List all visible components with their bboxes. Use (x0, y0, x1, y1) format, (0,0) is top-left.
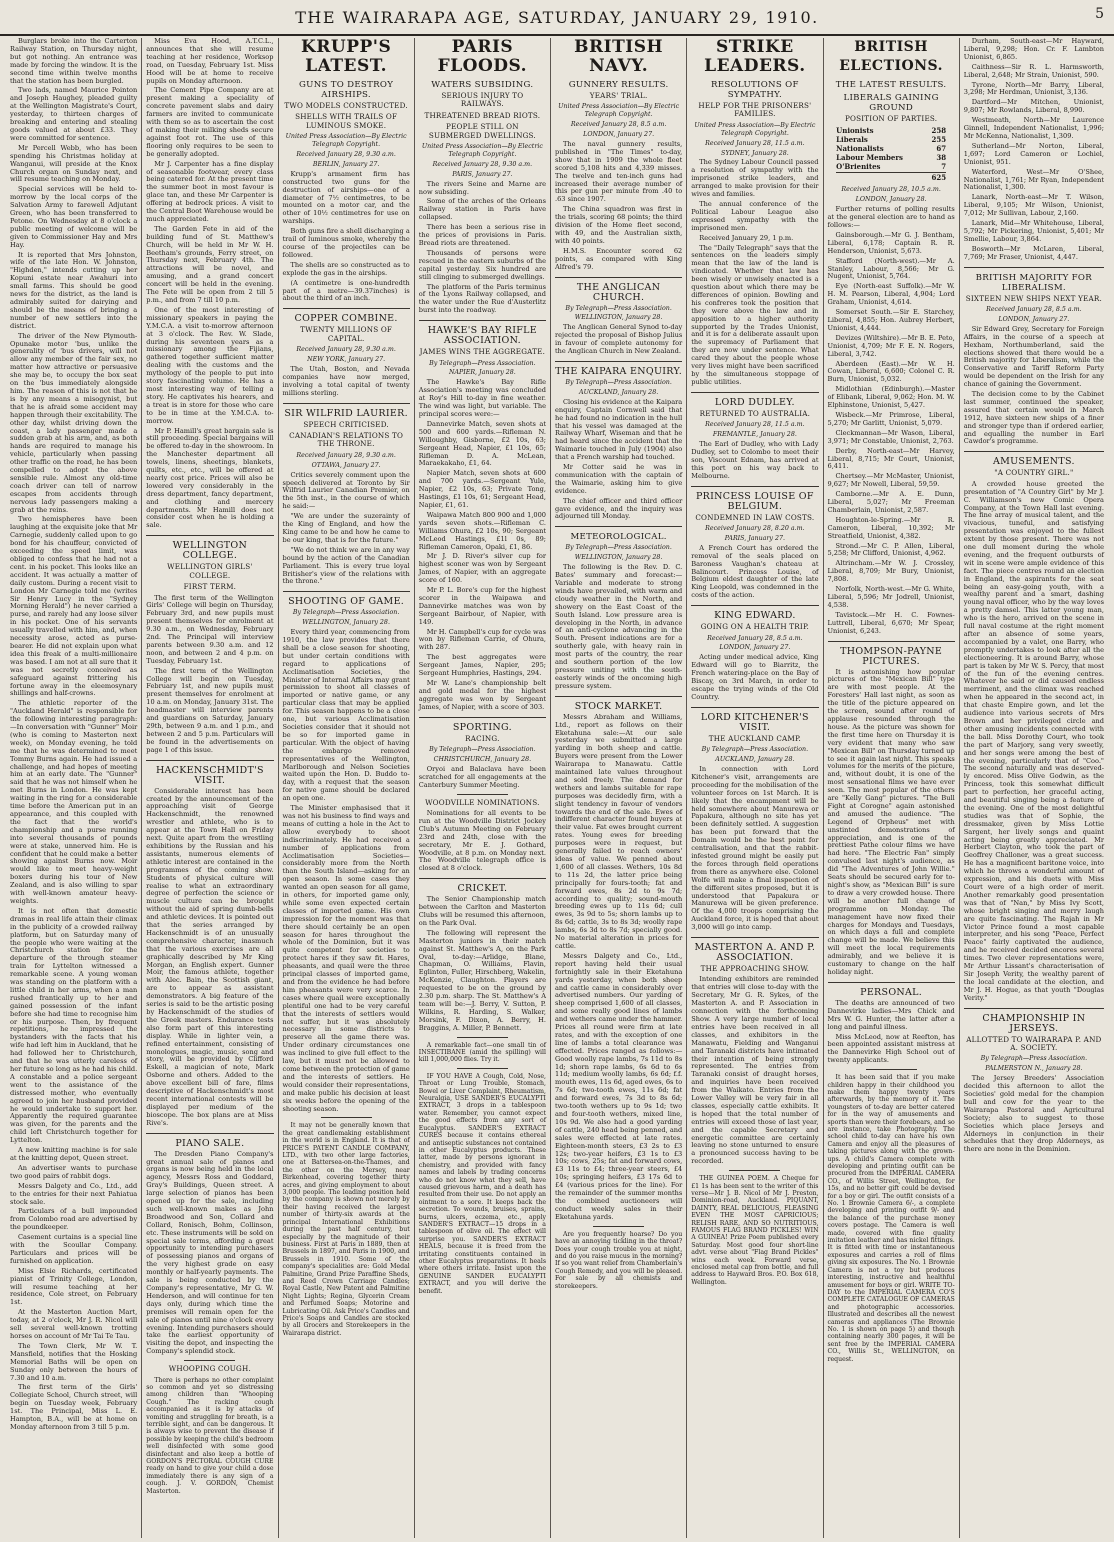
anglican-credit: By Telegraph—Press Association. (565, 304, 672, 312)
column-5 (551, 38, 687, 1538)
college-paragraph: The first term of the Wellington College will begin on Tuesday, February 1st, and new pupils must present themselves for enrolment at 10 a.m. on Monday, January 31st. The headmaster will interview parents and guardians on Saturday, January 29th, between 9 a.m. and 1 p.m., and between 2 and 5 p.m. Particulars will be found in the advertisements on page 1 of this issue. (146, 666, 274, 754)
separator (184, 1360, 235, 1361)
page-number: 5 (1095, 6, 1104, 22)
dudley-heading: LORD DUDLEY. (714, 396, 795, 408)
divider (691, 937, 818, 938)
louise-sub: CONDEMNED IN LAW COSTS. (695, 512, 815, 522)
college-heading: WELLINGTON COLLEGE. (172, 540, 248, 562)
edward-received: Received January 28, 8.5 a.m. (707, 634, 803, 642)
thompson-text: It is astonishing how popular pictures of the "Mexican Bill" type are with most people. At the Foresters' Hall last night, as soon as the title of the picture appeared on the screen, sound after round of applause resounded through the house. As the picture was shown for the first time here on Thursday it is very evident that many who saw "Mexican Bill" on Thursday turned up to see it again last night. This speaks volumes for the merits of the picture, and, without doubt, it is one of the most sensational films we have ever seen. The most popular of the others are "Kelly Gang" pictures. "The Bull Fight at Corogne" again astonished and amused the audience. "The Legend of Orpheus" met with unstinted demonstrations of appreciation, and is one of the prettiest Pathe colour films we have had here. "The Electric Fan" simply convulsed last night's audience, as did "The Adventures of John Willie." Seats should be secured early for to-night's show, as "Mexican Bill" is sure to draw a very crowded house. There will be another full change of programme on Monday. The management have now fixed their charges for Mondays and Tuesdays, on which days a full and complete change will be made. We believe this will meet the local requirements admirably, and we believe it is customary to change on the half holiday night. (827, 667, 955, 976)
election-result: Somerset South.—Sir E. Starchey, Liberal, 4,855; Hon. Aubrey Herbert, Unionist, 4,444. (827, 308, 955, 332)
laurier-heading: SIR WILFRID LAURIER. (284, 407, 408, 419)
edward-heading: KING EDWARD. (714, 610, 796, 622)
paris-sub1: WATERS SUBSIDING. (431, 80, 534, 90)
shooting-credit: By Telegraph—Press Association. (292, 609, 400, 617)
masthead (0, 0, 1114, 36)
laurier-sub2: CANADIAN'S RELATIONS TO THE THRONE. (289, 431, 404, 449)
party-name: Nationalists (836, 144, 884, 154)
party-total: 625 (931, 173, 947, 183)
navy-credit: United Press Association—By Electric Telegraph Copyright. (558, 103, 680, 119)
paris-dateline: PARIS, January 27. (452, 170, 513, 178)
election-result: Further returns of polling results at the general election are to hand as follows:— (827, 205, 955, 230)
championship-dateline: PALMERSTON N., January 28. (985, 1065, 1083, 1073)
divider (555, 361, 682, 362)
separator (729, 1170, 780, 1171)
shooting-heading: SHOOTING OF GAME. (288, 596, 405, 608)
laurier-paragraph: "We do not think we are in any way bound by the action of the Canadian Parliament. This is every true loyal Britisher's view of the relations with the throne." (282, 545, 410, 586)
columns (6, 38, 1108, 1538)
sporting-credit: By Telegraph—Press Association. (429, 746, 536, 754)
divider (828, 641, 955, 642)
thompson-heading: THOMPSON-PAYNE PICTURES. (840, 645, 943, 667)
laurier-paragraph: "We are under the suzerainty of the King of England, and how the King came to be and how he came to be our king, that is for the future." (282, 512, 410, 544)
news-paragraph: The Cement Pipe Company are at present making a speciality of concrete pavement slabs and dairy farmers are invited to communicate with them so as to ascertain the cost of making their milking sheds secure against foot rot. The use of this flooring only requires to be seen to be generally adopted. (146, 86, 274, 158)
krupp-paragraph: Krupp's armament firm has constructed two guns for the destruction of airships—one of a diameter of 7½ centimetres, to be mounted on a motor car, and the other of 10½ centimetres for use on warships. (282, 169, 410, 226)
cricket-paragraph: The Senior Championship match between the Carlton and Masterton Clubs will be resumed this afternoon, on the Park Oval. (418, 895, 546, 927)
navy-dateline: LONDON, January 27. (583, 131, 655, 139)
louise-dateline: PARIS, January 27. (724, 534, 785, 542)
news-paragraph: It is not often that domestic dramas in real life attain their climax in the publicity of a crowded railway platform, but on Saturday many of the people who were waiting at the Christchurch station for the departure of the through steamer train for Lyttelton witnessed a remarkable scene. A young woman was standing on the platform with a little child in her arms, when a man rushed frantically up to her and gained possession of the infant before she had time to recognise him or his purpose. Then, by frequent repetitions, he impressed the bystanders with the facts that his wife had left him in Auckland, that he had followed her to Christchurch, and that he was utterly careless of her future so long as he had his child. A constable and a police sergeant went to the assistance of the distressed mother, who eventually agreed to join her husband provided he would undertake to support her. Apparently the required guarantee was given, for the parents and the child left Christchurch together for Lyttelton. (10, 906, 138, 1145)
divider (283, 308, 410, 309)
separator (593, 1226, 644, 1227)
kaipara-paragraph: Closing his evidence at the Kaipara enquiry, Captain Cornwell said that he had found no indication in the hull that his vessel was damaged at the Railway Wharf, Wiseman and that he had heard since the accident that the Waimarie touched in July (1904) also that a French warship had touched. (555, 397, 683, 462)
majority-dateline: LONDON, January 27. (998, 315, 1070, 323)
copper-text: The Utah, Boston, and Nevada companies have now merged, involving a total capital of twenty millions sterling. (282, 364, 410, 397)
paris-paragraph: The platform of the Paris terminus of the Lyons Railway collapsed, and the water under the Rue d'Austerlitz burst into the roadway. (418, 282, 546, 315)
election-result: Norfolk, North-west.—Mr G. White, Liberal, 5,596; Mr Jodrell, Unionist, 4,538. (827, 585, 955, 609)
column-7 (824, 38, 960, 1538)
news-paragraph: The driver of the New Plymouth-Opunake motor 'bus, unlike the generality of 'bus drivers, will not allow any member of the fair sex, no matter how attractive or persuasive she may be, to occupy the box seat on the 'bus immediately alongside him. The reason of this is not that he is by any means a misogynist, but that he is afraid some accident may happen through their excitability. The other day, whilst driving down the coast, a lady passenger made a sudden grab at his arm, and, as both hands are required to manage his vehicle, particularly when passing other traffic on the road, he has been compelled to adopt the above sensible rule. Almost any old-time coach driver can tell of narrow escapes from accidents through nervous lady passengers making a grab at the reins. (10, 331, 138, 514)
laurier-paragraph: Critics severely comment upon the speech delivered at Toronto by Sir Wilfrid Laurier Canadian Premier, on the 5th inst., in the course of which he said:— (282, 470, 410, 511)
election-result: Tyrone, North—Mr Barry, Liberal, 3,298; Mr Herdman, Unionist, 3,136. (963, 80, 1104, 97)
cough-ad: Are you frequently hoarse? Do you have an annoying tickling in the throat? Does your cough trouble you at night, and do you raise mucus in the morning? If so you want relief from Chamberlain's Cough Remedy, and you will be pleased. For sale by all chemists and storekeepers. (555, 1230, 683, 1290)
strike-sub2: HELP FOR THE PRISONERS' FAMILIES. (698, 101, 812, 119)
party-row (836, 162, 946, 171)
camera-ad: It has been said that if you make children happy in their childhood you make them happy twenty years afterwards, by the memory of it. The youngsters of to-day are better catered for in the way of amusements and sports than were their forebears, and so are instance, take Photography. The school child to-day can have his own Camera and enjoy all the pleasures of taking pictures along with the grown-ups. A child's Camera complete with developing and printing outfit can be procured from the IMPERIAL CAMERA CO., of Willis Street, Wellington, for 15s, and no better gift could be devised for a boy or girl. The outfit consists of a No. 1 Brownie Camera 6/-, a complete developing and printing outfit 9/- and the balance of the purchase money covers postage. The Camera is well made, covered with fine quality imitation leather and has nickel fittings. It is fitted with time or instantaneous exposures and carries a roll of films giving six exposures. The No. 1 Brownie Camera is not a toy but produces interesting, instructive and healthful amusement for boys or girl. WRITE TO-DAY to the IMPERIAL CAMERA CO'S COMPLETE CATALOGUE OF CAMERAS and photographic accessories. Illustrated and describes all the newest cameras and appliances (The Brownie No. 1 is shown on page 5) and though containing nearly 300 pages, it will be sent free by the IMPERIAL CAMERA CO., Willis St., WELLINGTON, on request. (827, 1074, 955, 1363)
hawkes-paragraph: Mr W. Lane's championship belt and gold medal for the highest aggregate was won by Sergeant James, of Napier, with a score of 303. (418, 679, 546, 711)
kaipara-paragraph: The chief officer and third officer gave evidence, and the inquiry was adjourned till Monday. (555, 496, 683, 521)
news-paragraph: Special services will be held to-morrow by the local corps of the Salvation Army to farewell Adjutant Green, who has been transferred to Petone. On Wednesday at 8 o'clock a public meeting of welcome will be given to Commissioner Hay and Mrs Hay. (10, 185, 138, 249)
navy-received: Received January 28, 8.5 a.m. (570, 121, 667, 129)
kaipara-dateline: AUCKLAND, January 28. (579, 388, 659, 396)
elections-received: Received January 28, 10.5 a.m. (841, 186, 941, 194)
hawkes-credit: By Telegraph—Press Association. (429, 359, 536, 367)
party-total-row (836, 172, 946, 182)
copper-received: Received January 28, 9.30 a.m. (296, 346, 396, 354)
divider (555, 696, 682, 697)
divider (691, 392, 818, 393)
election-result: Sutherland—Mr Norton, Liberal, 1,697; Lord Cameron or Lochiel, Unionist, 951. (963, 141, 1104, 166)
krupp-heading: KRUPP'S LATEST. (300, 38, 392, 76)
navy-paragraph: H.M.S. Encounter scored 62 points, as compared with King Alfred's 79. (555, 246, 683, 271)
divider (964, 451, 1104, 452)
party-row (836, 135, 946, 144)
strike-sub1: RESOLUTIONS OF SYMPATHY. (711, 80, 799, 100)
party-name: Labour Members (836, 153, 903, 163)
news-paragraph: Burglars broke into the Carterton Railway Station, on Thursday night, but got nothing. An entrance was made by forcing the window. It is the second time within twelve months that the station has been burgled. (10, 38, 138, 85)
navy-heading: BRITISH NAVY. (574, 38, 664, 76)
krupp-sub1: GUNS TO DESTROY AIRSHIPS. (299, 80, 394, 100)
shooting-paragraph: The Minister emphasised that it was not his business to find ways and means of cutting a hole in the Act to allow everybody to shoot indiscriminately. He had received a number of applications from Acclimatisation Societies—considerably more from the North than the South Island—asking for an open season. In some cases they wanted an open season for all game, in others, for imported game only, while some even expected certain classes of imported game. His own impression for the moment was that there should certainly be an open season for hares throughout the whole of the Dominion, but it was quite competent for societies to protect hares if they saw fit. Hares, pheasants, and quail were the three principal classes of imported game, and from the evidence he had before him pheasants were very scarce. In cases where quail were exceptionally plentiful one had to be very careful that the interests of settlers would not suffer, but it was absolutely necessary in some districts to preserve all the game there was. Under ordinary circumstances one was inclined to give full effect to the law, but it must not be allowed to come between the protection of game and the interests of settlers. He would consider their representations, and make public his decision at least six weeks before the opening of the shooting season. (282, 804, 410, 1113)
paris-received: Received January 28, 9.30 a.m. (432, 160, 533, 168)
college-paragraph: The first term of the Wellington Girls' College will begin on Thursday, February 3rd, and new pupils must present themselves for enrolment at 9.30 a.m., on Wednesday, February 2nd. The Principal will interview parents between 9.30 a.m. and 12 noon, and between 2 and 4 p.m. on Tuesday, February 1st. (146, 593, 274, 665)
masterton-text: Intending exhibitors are reminded that entries will close to-day with the Secretary, Mr G. R. Sykes, of the Masterton A. and P. Association in connection with the forthcoming Show. A very large number of local entries have been received in all classes, and exhibitors in the Manawatu, Fielding and Wanganui and Taranaki districts have intimated their intention of being strongly represented. The entries from Taranaki consist of draught horses, and inquiries have been received from the Waikato. Entries from the Lower Valley will be very fair in all classes, especially cattle exhibits. It is hoped that the total number of entries will exceed those of last year, and the capable Secretary and energetic committee are certainly leaving no stone unturned to ensure a pronounced success having to be recorded. (691, 975, 819, 1166)
election-result: Tavistock.—Mr H. C. Fownes-Luttrell, Liberal, 6,670; Mr Spear, Unionist, 6,243. (827, 610, 955, 635)
divider (691, 605, 818, 606)
election-result: Lanark, North-east—Mr T. Wilson, Liberal, 9,105; Mr Wilson, Unionist, 7,012; Mr Sullivan, Labour, 2,160. (963, 193, 1104, 218)
woodville-heading: WOODVILLE NOMINATIONS. (425, 797, 540, 807)
stock-paragraph: Messrs Dalgety and Co., Ltd., report having held their usual fortnightly sale in their Eketahuna yards yesterday, when both sheep and cattle came in considerably over advertised numbers. Our yarding of sheep comprised 1,600 of all classes, and some really good lines of lambs and wethers came under the hammer. Prices all round were firm at late rates, and with the exception of one line of lambs a total clearance was effected. Prices ranged as follows:—Good woolly rape lambs, 7s 11d to 8s 1d; shorn rape lambs, 6s 6d to 6s 11d; medium woolly lambs, 6s 6d; f.f. mouth ewes, 11s 6d, aged ewes, 6s to 7s 6d; two-tooth ewes, 11s 6d; fat and forward ewes, 7s 3d to 8s 6d; two-tooth wethers up to 9s 1d; two and four-tooth wethers, mixed line, 10s 9d. We also had a good yarding of cattle, 240 head being penned, and sales were effected at late rates. Eighteen-month steers, £3 2s to £3 12s; two-year heifers, £3 1s to £3 10s; cows, 25s; fat and forward cows, £3 11s to £4; three-year steers, £4 10s; springing heifers, £3 17s 6d to £4 (various prices for the line). For the remainder of the summer months the combined auctioneers will conduct weekly sales in their Eketahuna yards. (555, 951, 683, 1221)
meteor-dateline: WELLINGTON, January 28. (574, 554, 663, 562)
divider (419, 878, 546, 879)
party-row (836, 126, 946, 135)
strike-paragraph: The "Daily Telegraph" says that the sentences on the leaders simply mean that the law of the land is vindicated. Whether that law has been wisely or unwisely enacted is a question about which there may be differences of opinion. Bowling and his confreres took the position that they were above the law and in apposition to a higher authority supported by the Trades Unionist, and it is for a deliberate assault upon the supremacy of Parliament that they are now under sentence. What cared they about the people whose very lives might have been sacrificed by the simultaneous stoppage of public utilities. (691, 243, 819, 386)
party-seats: 67 (936, 144, 947, 154)
sporting-dateline: CHRISTCHURCH, January 28. (433, 755, 532, 763)
election-result: Gainsborough.—Mr G. J. Bentham, Liberal, 6,178; Captain R. R. Henderson, Unionist, 5,673. (827, 230, 955, 255)
kaipara-credit: By Telegraph—Press Association. (565, 378, 672, 386)
column-2 (142, 38, 278, 1538)
election-result: Aberdeen (East).—Mr W. H. Cowan, Liberal, 6,600; Colonel C. R. Burn, Unionist, 5,032. (827, 359, 955, 384)
hacken-paragraph: Considerable interest has been created by the announcement of the approaching visit of George Hackenschmidt, the renowned wrestler and athlete, who is to appear at the Town Hall on Friday next. Quite apart from the wrestling exhibitions by the Russian and his assistants, numerous elements of athletic interest are contained in the programmes of the coming show. Students of physical culture will realise to what an extraordinary degree of perfection the science or muscle culture can be brought without the aid of spring dumb-bells and athletic devices. It is pointed out that the series arranged by Hackenschmidt is of an unusually comprehensive character, inasmuch that the various exercises are all graphically described by Mr King Morgan, an English expert. Gunner Moir, the famous athlete, together with Alec. Bain, the Scottish giant, are to appear as assistant demonstrators. A big feature of the series is said to be the artistic posing by Hackenschmidt of the studies of the Greek masters. Endurance tests also form part of this interesting display. While in lighter vein, a refined entertainment, consisting of monologues, magic, music, song and story, will be provided by Clifford Eskell, a magician of note, Mark Osborne and others. Added to the above excellent bill of fare, films descriptive of Hackenschmidt's most recent international contests will be displayed per medium of the bioscope. The box plans are at Miss Rive's. (146, 786, 274, 1127)
divider (555, 526, 682, 527)
news-paragraph: Two hemispheres have been laughing at the exquisite joke that Mr Carnegie, suddenly called upon to go bond for his chauffeur, convicted of exceeding the speed limit, was obliged to confess that he had not a cent. in his pocket. This looks like an accident. It was actually a matter of daily custom. During a recent visit to London Mr Carnegie told me (writes Sir Henry Lucy in the "Sydney Morning Herald") he never carried a purse, and rarely had any loose silver in his pocket. One of his servants usually travelled with him, and, when necessity arose, acted as purse-bearer. He did not explain upon what idea this freak of a multi-millionaire was based. I am not at all sure that it was not secretly conceived as safeguard against frittering his fortune away in the eleemosynary shillings and half-crowns. (10, 515, 138, 698)
stock-paragraph: Messrs Abraham and Williams, Ltd., report as follows on their Eketahuna sale:—At our sale yesterday we submitted a large yarding in both sheep and cattle. Buyers were present from the Lower Wairarapa to Manawatu. Cattle maintained late values throughout and sold freely. The demand for wethers and lambs suitable for rape purposes was decidedly firm, with a slight tendency in favour of vendors towards the end of the sale. Ewes of indifferent character found buyers at their value. Fat ewes brought current rates. Young ewes for breeding purposes were in request, but generally failed to reach owners' ideas of value. We penned about 1,600 of all classes. Wethers, 10s 8d to 11s 2d, the latter price being principally for fours-tooth; fat and forward ewes, 8s 2d to 9s 7d; according to quality; sound-mouth breeding ewes up to 11s 6d; cull ewes, 3s 9d to 5s; shorn lambs up to 8s 6d; cattle, 3s to 8s 3d; woolly rape lambs, 6s 3d to 8s 7d; specially good. No material alteration in prices for cattle. (555, 712, 683, 950)
copper-sub: TWENTY MILLIONS OF CAPITAL. (300, 325, 393, 343)
dudley-sub: RETURNED TO AUSTRALIA. (699, 408, 811, 418)
hawkes-sub: JAMES WINS THE AGGREGATE. (419, 347, 546, 357)
amusements-sub: "A COUNTRY GIRL." (994, 468, 1074, 478)
strike-paragraph: The annual conference of the Political Labour League also expressed sympathy with the imprisoned men. (691, 199, 819, 232)
paris-paragraph: The rivers Seine and Marne are now subsiding. (418, 179, 546, 196)
guinea-ad: THE GUINEA POEM. A Cheque for £1 1s has been sent to the writer of this verse—Mr J. B. Nicol of Mr J. Preston, Dominion-road, Auckland. PIQUANT, DAINTY, REAL DELICIOUS, FLEASING EVEN THE MOST CAPRICIOUS; RELISH RARE, AND SO NUTRITIOUS, FAMOUS FLAG BRAND PICKLES! WIN A GUINEA! Prize Poem published every Saturday. Most good four short-line advt. verse about "Flag Brand Pickles" wins each week. Forward verse, enclosed metal cap from bottle, and full address to Hayward Bros. P.O. Box 618, Wellington. (691, 1175, 819, 1286)
anglican-text: The Anglican General Synod to-day rejected the proposal of Bishop Julius in favour of complete autonomy for the Anglican Church in New Zealand. (555, 323, 683, 356)
news-paragraph: The Garden Fete in aid of the building fund of St. Matthew's Church, will be held in Mr W. H. Beetham's grounds, Ferry street, on Thursday next, February 4th. The attractions will be novel, and amusing, and a grand concert concert will be held in the evening. The Fete will be open from 2 till 5 p.m., and from 7 till 10 p.m. (146, 224, 274, 304)
news-paragraph: Two lads, named Maurice Pointon and Joseph Haughey, pleaded guilty at the Wellington Magistrate's Court, yesterday, to thirteen charges of breaking and entering and stealing goods valued at about £33. They were committed for sentence. (10, 86, 138, 142)
divider (964, 267, 1104, 268)
paris-heading: PARIS FLOODS. (437, 38, 528, 76)
election-result: Durham, South-east—Mr Hayward, Liberal, 9,298; Hon. Cr. F. Lambton Unionist, 6,865. (963, 38, 1104, 61)
copper-heading: COPPER COMBINE. (294, 313, 398, 325)
strike-dateline: SYDNEY, January 28. (721, 149, 789, 157)
divider (419, 320, 546, 321)
meteor-text: The following is the Rev. D. C. Bates' summary and forecast:—Variable and moderate to strong winds have prevailed, with warm and cloudy weather in the North, and showery on the East Coast of the South Island. Low pressure area is developing in the North, in advance of an anti-cyclone advancing in the South. Present indications are for a southerly gale, with heavy rain in most parts of the country, the rear and southern portion of the low pressure uniting with the south-easterly winds of the oncoming high pressure system. (555, 563, 683, 690)
krupp-received: Received January 28, 9.30 a.m. (296, 151, 396, 159)
election-result: Chertsey.—Mr McMaster, Unionist, 9,627; Mr Nowell, Liberal, 59,59. (827, 472, 955, 489)
shooting-dateline: WELLINGTON, January 28. (302, 619, 390, 627)
elections-heading: BRITISH ELECTIONS. (839, 39, 944, 74)
election-result: Stafford (North-west).—Mr A. Stanley, Labour, 8,566; Mr G. Nugent, Unionist, 5,764. (827, 256, 955, 281)
whooping-heading: WHOOPING COUGH. (168, 1364, 251, 1374)
kitchener-heading: LORD KITCHENER'S VISIT. (700, 711, 809, 733)
personal-heading: PERSONAL. (860, 986, 923, 998)
insectibane-ad: A remarkable fact—one small tin of INSECTIBANE (amid the spilling) will kill 1,000,000 flies. Try it. (418, 1041, 546, 1064)
laurier-sub1: SPEECH CRITICISED. (303, 419, 389, 429)
divider (146, 535, 273, 536)
masterton-sub: THE APPROACHING SHOW. (700, 964, 810, 974)
election-result: Dartford—Mr Mitchen, Unionist, 9,807; Mr Rowlands, Liberal, 8,990. (963, 98, 1104, 115)
anglican-dateline: WELLINGTON, January 28. (574, 314, 663, 322)
divider (283, 591, 410, 592)
navy-paragraph: The naval gunnery results, published in "The Times" to-day, show that in 1909 the whole fleet scored 5,108 hits and 4,339 misses. The twelve and ten-inch guns had increased their average number of this per gun per minute from .40 to .63 since 1907. (555, 140, 683, 204)
paris-paragraph: There has been a serious rise in the prices of provisions in Paris. Bread riots are threatened. (418, 223, 546, 247)
election-result: Devizes (Wiltshire).—Mr B. E. Peto, Unionist, 4,709; Mr F. E. N. Rogers, Liberal, 3,742. (827, 333, 955, 358)
dudley-text: The Earl of Dudley, who with Lady Dudley, set to Colombo to meet their son, Viscount Ednam, has arrived at this port on his way back to Melbourne. (691, 440, 819, 480)
news-paragraph: The athletic reporter of the "Auckland Herald" is responsible for the following interesting paragraph:—In conversation with "Gunner" Moir (who is coming to Masterton next week), on Monday evening, he told me that he was determined to meet Tommy Burns again. He had issued a challenge, and had hopes of meeting him at an early date. The "Gunner" said that he was not himself when he met Burns in London. He was kept waiting in the ring for a considerable time before the American put in an appearance, and this coupled with the fact that the world's championship and a purse running into several thousands of pounds were at stake, unnerved him. He is confident that he could make a better showing against Burns now. Moir would like to meet heavy-weight boxers during his tour of New Zealand, and is also willing to spar with well-known amateur heavy-weights. (10, 699, 138, 905)
dudley-received: Received January 28, 11.5 a.m. (705, 421, 805, 429)
navy-sub2: YEARS' TRIAL. (589, 91, 648, 100)
election-result: Altrincham.—Mr W. J. Crossley, Liberal, 8,709; Mr Bury, Unionist, 7,808. (827, 559, 955, 584)
election-result: Wisbeck.—Mr Primrose, Liberal, 5,270; Mr Garlitt, Unionist, 5,079. (827, 410, 955, 427)
navy-sub1: GUNNERY RESULTS. (568, 80, 669, 90)
column-6 (687, 38, 823, 1538)
shooting-paragraph: Every third year, commencing from 1910, the law provides that there shall be a close season for shooting, but under certain conditions with regard to applications of Acclimatisation Societies, the Minister of Internal Affairs may grant permission to shoot all classes of imported or native game, or any particular class that may be applied for. This season happens to be a close one, but various Acclimatisation Societies consider that it should not be so for imported game in particular. With the object of having the embargo removed representatives of the Wellington, Marlborough and Nelson Societies waited upon the Hon. D. Buddo to-day, with a request that the season for native game should be declared an open one. (282, 628, 410, 803)
party-name: Unionists (836, 126, 874, 136)
party-name: O'Brienites (836, 162, 881, 172)
party-row (836, 144, 946, 153)
paris-sub3: THREATENED BREAD RIOTS. (424, 110, 541, 120)
championship-heading: CHAMPIONSHIP IN JERSEYS. (982, 1012, 1086, 1034)
hawkes-paragraph: Dannevirke Match, seven shots at 500 and 600 yards.—Rifleman N. Willoughby, Gisborne, £2 10s, 63; Sergeant Head, Napier, £1 10s, 65; Rifleman D. A. McLean, Maraekakaho, £1, 64. (418, 419, 546, 468)
news-paragraph: Mr Percell Webb, who has been spending his Christmas holiday at Wanganui, will preside at the Knox Church organ on Sunday next, and will resume teaching on Monday. (10, 143, 138, 184)
copper-dateline: NEW YORK, January 27. (307, 356, 386, 364)
personal-paragraph: The deaths are announced of two Dannevirke ladies—Mrs Chick and Mrs W. G. Hunter, the latter after a long and painful illness. (827, 998, 955, 1031)
kitchener-dateline: AUCKLAND, January 28. (715, 756, 795, 764)
news-paragraph: Casement curtains is a special line with the Scoullar Company. Particulars and prices will be furnished on application. (10, 1233, 138, 1265)
laurier-received: Received January 28, 9.30 a.m. (296, 451, 396, 459)
krupp-paragraph: The shells are so constructed as to explode the gas in the airships. (282, 260, 410, 277)
party-seats: 38 (936, 153, 947, 163)
elections-sub1: THE LATEST RESULTS. (835, 80, 947, 90)
krupp-sub2: TWO MODELS CONSTRUCTED. (284, 101, 408, 110)
news-paragraph: An advertiser wants to purchase two good pairs of rabbit dogs. (10, 1163, 138, 1180)
election-result: Lanark, Mid—Mr Whitehouse, Liberal, 5,792; Mr Pickering, Unionist, 5,401; Mr Smellie, Labour, 3,864. (963, 219, 1104, 243)
krupp-paragraph: Both guns fire a shell discharging a trail of luminous smoke, whereby the course of the projectiles can be followed. (282, 227, 410, 259)
piano-paragraph: The Dresden Piano Company's great annual sale of pianos and organs is now being held in the local agency, Messrs Ross and Goddard, Gray's Buildings, Queen street. A large selection of pianos has been opened up for the sale, including such well-known makes as John Broadwood and Son, Collard and Collard, Ronisch, Bohm, Collinson, etc. These instruments will be sold on special sale terms, affording a great opportunity to intending purchasers of possessing pianos and organs of the very highest grade on easy monthly or half-yearly payments. The sale is being conducted by the Company's representative, Mr G. W. Henderson, and will continue for ten days only, during which time the premises will remain open for the sale of pianos until nine o'clock every evening. Intending purchasers should take the earliest opportunity of visiting the depot, and inspecting the Company's splendid stock. (146, 1149, 274, 1356)
separator (457, 1068, 508, 1069)
hawkes-paragraph: Mr H. Campbell's cup for cycle was won by Rifleman Carrie, of Ohura, with 287. (418, 627, 546, 652)
party-row (836, 153, 946, 162)
sander-ad: IF YOU HAVE A Cough, Cold, Nose, Throat or Lung Trouble, Stomach, Bowel or Liver Complaint, Rheumatism, Neuralgia, USE SANDER'S EUCALYPTI EXTRACT, 3 drops in a tablespoon water. Remember, you cannot expect the good effects from any sort of Eucalyptus. SANDER'S EXTRACT CURES because it contains ethereal and antiseptic substances not contained in other Eucalyptus products. These latter, made by persons ignorant in chemistry, and provided with fancy names and labels by trading concerns who do not know what they sell, have caused grievous harm, and a death has resulted from their use. Do not apply an ointment to a sore. It keeps back the secretion. To wounds, bruises, sprains, burns, ulcers, eczema, etc., apply SANDER'S EXTRACT—15 drops in a tablespoon of olive oil. The effect will surprise you. SANDER'S EXTRACT HEALS, because it is freed from the irritating constituents contained in other Eucalyptus preparations. It heals where others irritate. Insist upon the GENUINE SANDER EUCALYPTI EXTRACT, and you will derive the benefit. (418, 1072, 546, 1295)
news-paragraph: One of the most interesting of missionary speakers in paying the Y.M.C.A. a visit to-morrow afternoon at 3 o'clock. The Rev. W. Slade, during his seventeen years as a missionary among the Fijians, gathered together sufficient matter dealing with the customs and the mythology of the people to put into story fascinating volume. He has a most interesting way of telling a story. He captivates his hearers, and a treat is in store for those who care to be in time at the Y.M.C.A. to-morrow. (146, 305, 274, 425)
election-result: Derby, North-east—Mr Harvey, Liberal, 8,715; Mr Court, Unionist, 6,411. (827, 446, 955, 471)
divider (828, 982, 955, 983)
edward-sub: GOING ON A HEALTH TRIP. (700, 622, 810, 632)
championship-text: The Jersey Breeders' Association decided this afternoon to allot the Societies' gold medal for the champion bull and cow for the year to the Wairarapa Pastoral and Agricultural Society; also to suggest to those Societies which place Jerseys and Alderneys in conjunction in their schedules that they drop Alderneys, as there are none in the Dominion. (963, 1074, 1104, 1154)
elections-sub3: POSITION OF PARTIES. (845, 114, 938, 123)
hawkes-paragraph: Waipawa Match 800 900 and 1,000 yards seven shots.—Rifleman C. Williams Ohura, £2 10s, 90; Sergeant McLeod Hastings, £1l 0s, 89; Rifleman Cameron, Opaki, £1, 86. (418, 510, 546, 551)
election-result: Strond.—Mr C. P. Allen, Liberal, 5,258; Mr Clifford, Unionist, 4,962. (827, 541, 955, 558)
dudley-dateline: FREMANTLE, January 28. (712, 431, 797, 439)
kaipara-heading: THE KAIPARA ENQUIRY. (555, 365, 683, 377)
majority-heading: BRITISH MAJORITY FOR LIBERALISM. (975, 272, 1093, 293)
masthead-title: THE WAIRARAPA AGE, SATURDAY, JANUARY 29, 1910. (295, 8, 819, 27)
separator (457, 1037, 508, 1038)
louise-heading: PRINCESS LOUISE OF BELGIUM. (695, 490, 814, 512)
divider (419, 717, 546, 718)
kaipara-paragraph: Mr Cotter said he was in communication with the captain of the Waimarie, asking him to give evidence. (555, 463, 683, 495)
krupp-credit: United Press Association—By Electric Telegraph Copyright. (285, 133, 407, 149)
news-paragraph: At the Masterton Auction Mart, today, at 2 o'clock, Mr J. R. Nicol will sell several well-known trotting horses on account of Mr Tai Te Tau. (10, 1308, 138, 1340)
divider (964, 1008, 1104, 1009)
party-table (836, 126, 946, 182)
piano-heading: PIANO SALE. (175, 1137, 245, 1149)
kitchener-text: In connection with Lord Kitchener's visit, arrangements are proceeding for the mobilisation of the volunteer forces on 1st March. It is likely that the encampment will be held somewhere about Manurewa or Papakura, although no site has yet been definitely settled. A suggestion has been put forward that the Domain would be the best point for centralisation, and that the rabbit-infested ground might be easily put the forces through field operations from there as anywhere else. Colonel Wolfe will make a final inspection of the different sites proposed, but it is understood that Papakura or Manurewa will be given preference. Of the 4,000 troops comprising the Auckland force, it is hoped that about 3,000 will go into camp. (691, 765, 819, 932)
masterton-heading: MASTERTON A. AND P. ASSOCIATION. (694, 942, 816, 964)
party-seats: 258 (931, 126, 947, 136)
strike-credit: United Press Association—By Electric Telegraph Copyright. (694, 121, 816, 137)
election-result: Westmeath, North—Mr Laurence Ginnell, Independent Nationalist, 1,996; Mr McKenna, Nationalist, 1,309. (963, 116, 1104, 140)
separator (321, 1117, 372, 1118)
election-result: Midlothian (Edinburgh).—Master of Elibank, Liberal, 9,062; Hon. M. W. Elphinstone, Unionist, 5,427. (827, 385, 955, 410)
news-paragraph: The first term of the Girls' Collegiate School, Church street, will begin on Tuesday week, February 1st. The Principal, Miss L. E. Hampton, B.A., will be at home on Monday afternoon from 3 till 5 p.m. (10, 1383, 138, 1431)
krupp-paragraph: (A centimetre is one-hundredth part of a metre—39.37inches) is about the third of an inch. (282, 278, 410, 303)
paris-paragraph: Some of the arches of the Orleans Railway station in Paris have collapsed. (418, 197, 546, 222)
news-paragraph: Particulars of a bull impounded from Colombo road are advertised by the poundkeeper. (10, 1207, 138, 1232)
election-result: Bosworth—Mr McLaren, Liberal, 7,769; Mr Fraser, Unionist, 4,447. (963, 244, 1104, 261)
sporting-text: Oryoi and Balaclava have been scratched for all engagements at the Canterbury Summer Meeting. (418, 764, 546, 789)
sporting-sub: RACING. (465, 733, 500, 743)
majority-paragraph: Sir Edward Grey, Secretary for Foreign Affairs, in the course of a speech at Hexham, Northumberland, said the elections showed that there would be a British majority for Liberalism, while the Conservative and Tariff Reform Party would be dependent on the Irish for any chance of gaining the Government. (963, 324, 1104, 389)
party-seats: 7 (941, 162, 947, 172)
elections-dateline: LONDON, January 28. (855, 196, 927, 204)
kitchener-sub: THE AUCKLAND CAMP. (708, 733, 802, 743)
krupp-sub3: SHELLS WITH TRAILS OF LUMINOUS SMOKE. (295, 112, 398, 130)
candle-ad: It may not be generally known that the great candlemaking establishment in the world is in England. It is that of PRICE'S PATENT CANDLE COMPANY, LTD., with two other large factories, one at Battersea-on-the-Thames, and the other on the Mersey, near Birkenhead, covering together thirty acres, and giving employment to about 3,000 people. The leading position held by the company is shown not merely by their having received the largest number of thirty-six awards at the principal International Exhibitions during the past half century, but especially by the magnitude of their business. First at Paris in 1889, then at Brussels in 1897, and Paris in 1900, and Brussels in 1910. Some of the company's specialities are: Gold Medal Palmitine, Grand Prize Paraffine Sheds, and Reed Crown Carriage Candles; Royal Castle, New Patent and Palmitine Night Lights; Regina, Glycerin Cream and Perfumed Soaps; Motorine and Lubricating Oil. Ask Price's Candles and Price's Soaps and Candles are stocked by all Grocers and Storekeepers in the Wairarapa district. (282, 1122, 410, 1337)
divider (555, 277, 682, 278)
hawkes-dateline: NAPIER, January 28. (448, 369, 516, 377)
party-seats: 255 (931, 135, 947, 145)
election-result: Houghton-le-Spring.—Mr R. Cameron, Liberal, 10,392; Mr Streatfield, Unionist, 4,382. (827, 515, 955, 540)
amusements-text: A crowded house greeted the presentation of "A Country Girl" by Mr J. C. Williamson's new Comic Opera Company, at the Town Hall last evening. The fine array of musical talent, and the vivacious, tuneful, and satisfying presentation was enjoyed to the fullest extent by those present. There was not one dull moment during the whole evening, and the frequent outbursts of wit in scene were ample evidence of this fact. The piece centres round an election in England, the aspirants for the seat being an easy-going youth, with a wealthy parent and a smart, dashing young naval officer, who by the way loves a pretty damsel. This latter young man, who is the hero, arrived on the scene in full naval costume at the right moment after an absence of some years, accompanied by a valet, one Barry, who promptly undertakes to look after all the electioneering. It is around Barry, whose part is taken by Mr W. S. Percy, that most of the fun of the evening centres. Whatever he said or did caused endless merriment, and the climax was reached when he appeared in the second act, in that chaste Empire gown, and let the audience into various secrets of Mrs Brown and her privileged circle and other amusing incidents connected with the ball. Miss Dorothy Court, who took the part of Marjory, sang very sweetly, and her songs were among the best of the evening, particularly that of "Coo." The second naturally and was deserved-ly encored. Miss Olive Godwin, as the Princess, took this somewhat difficult part to perfection, her graceful acting, and beautiful singing being a feature of the evening. One of the most delightful studies was that of Sophie, the dressmaker, given by Miss Lottie Sargent, her lively songs and quaint acting being greatly appreciated. Mr Herbert Clayton, who took the part of Geoffrey Challoner, was a great success. He has a magnificent baritone voice, into which he throws a wonderful amount of expression, and his duets with Miss Court were of a high order of merit. Another remarkably good presentation was that of "Nan," by Miss Ivy Scott, whose bright singing and merry laugh are quite fascinating. The Rajah in Mr Victor Prince found a most capable interpreter, and his song "Peace, Perfect Peace" fairly captivated the audience, and he received decided encores several times. Two clever representations were, Mr Arthur Lissant's characterisation of Sir Joseph Verity, the wealthy parent of the local candidate at the election, and Mr J. H. Hogue, as that youth "Douglas Verity." (963, 479, 1104, 1002)
cricket-heading: CRICKET. (457, 883, 508, 895)
hawkes-paragraph: Mr P. L. Bore's cup for the highest scorer in the Waipawa and Dannevirke matches was won by Sergeant Bairbour, of Napier, with 149. (418, 586, 546, 626)
amusements-heading: AMUSEMENTS. (992, 456, 1075, 468)
column-8 (960, 38, 1108, 1538)
news-paragraph: The Town Clerk, Mr W. T. Mansfield, notifies that the Hosking Memorial Baths will be open on Sunday only between the hours of 7.30 and 10 a.m. (10, 1341, 138, 1382)
hawkes-paragraph: Napier Match, seven shots at 600 and 700 yards.—Sergeant Yule, Napier, £2 10s, 63; Private Tong, Hastings, £1 10s, 61; Sergeant Head, Napier, £1, 61. (418, 469, 546, 509)
news-paragraph: Mr P. Hamill's great bargain sale is still proceeding. Special bargains will be offered to-day in the showroom. In the Manchester department all towels, linens, sheetings, blankets, quilts, etc., etc., will be offered at nearly cost price. Prices will also be lowered very considerably in the dress department, fancy department, and clothing and mercery departments. Mr Hamill does not consider cost when he is holding a sale. (146, 426, 274, 530)
sporting-heading: SPORTING. (452, 721, 512, 733)
divider (146, 760, 273, 761)
majority-sub: SIXTEEN NEW SHIPS NEXT YEAR. (965, 293, 1102, 303)
hawkes-heading: HAWKE'S BAY RIFLE ASSOCIATION. (427, 325, 538, 347)
column-1 (6, 38, 142, 1538)
hawkes-paragraph: Mr J. D. River's silver cup for highest sconer was won by Sergeant James, of Napier, with an aggregate score of 160. (418, 552, 546, 585)
paris-paragraph: Thousands of persons were rescued in the eastern suburbs of the capital yesterday. Six hundred are still clinging to submerged dwellings. (418, 248, 546, 281)
hacken-heading: HACKENSCHMIDT'S VISIT. (155, 764, 264, 786)
championship-credit: By Telegraph—Press Association. (980, 1055, 1088, 1063)
cricket-paragraph: The following will represent the Masterton juniors in their match against St. Matthew's A, on the Park Oval, to-day:—Arlidge, Blane, Chapman, O. Williams, Flavin, Eglinton, Fuller, Hirschberg, Wakelin, McKenzie, Claughton. Players are requested to be on the ground by 2.30 p.m. sharp. The St. Matthew's A team will be:—J. Berry, V. Sutton, P. Wilkins, R. Harding, S. Walker, Morsink, F. Dixon, A. Berry, H. Braggins, A. Miller, P. Bennett. (418, 928, 546, 1032)
news-paragraph: Miss Eva Hood, A.T.C.L., announces that she will resume teaching at her residence, Worksop road, on Tuesday, February 1st. Miss Hood will be at home to receive pupils on Monday afternoon. (146, 38, 274, 85)
edward-text: Acting under medical advice, King Edward will go to Biarritz, the French watering-place on the Bay of Biscay, on 3rd March, in order to escape the trying winds of the Old Country. (691, 653, 819, 701)
edward-dateline: LONDON, January 27. (719, 644, 791, 652)
paris-sub4: PEOPLE STILL ON SUBMERGED DWELLINGS. (428, 122, 536, 140)
meteor-heading: METEOROLOGICAL. (570, 532, 667, 543)
divider (146, 1133, 273, 1134)
divider (283, 403, 410, 404)
strike-paragraph: The Sydney Labour Council passed a resolution of sympathy with the imprisoned strike leaders, and arranged to make provision for their wives and families. (691, 158, 819, 199)
column-3 (279, 38, 415, 1538)
news-paragraph: Messrs Dalgety and Co., Ltd., add to the entries for their next Pahiatua stock sale. (10, 1181, 138, 1206)
election-result: Waterford, West—Mr O'Shee, Nationalist, 1,761; Mr Ryan, Independent Nationalist, 1,300. (963, 167, 1104, 192)
strike-paragraph: Received January 29, 1 p.m. (699, 233, 794, 242)
election-result: Cleckmannan—Mr Wason, Liberal, 3,971; Mr Constable, Unionist, 2,763. (827, 428, 955, 445)
majority-paragraph: The decision come to by the Cabinet last summer, continued the speaker, assured that certain would in March 1912, have sixteen new ships of a finer and stronger type than if ordered earlier, and equalling the number in Earl Cawdor's programme. (963, 390, 1104, 446)
louise-text: A French Court has ordered the removal of the seals placed on Baroness Vaughan's chateau at Balincourt. Princess Louise, of Belgium eldest daughter of the late King Leopold, was condemned in the costs of the action. (691, 543, 819, 600)
hawkes-paragraph: The Hawke's Bay Rifle Association's meeting was concluded at Roy's Hill to-day in fine weather. The wind was light, but variable. The principal scores were:— (418, 378, 546, 418)
election-result: Eye (North-east Suffolk).—Mr W. H. M. Pearson, Liberal, 4,904; Lord Graham, Unionist, 4,614. (827, 282, 955, 307)
separator (457, 794, 508, 795)
anglican-heading: THE ANGLICAN CHURCH. (576, 281, 661, 303)
election-result: Caithness—Sir R. L. Harmsworth, Liberal, 2,648; Mr Strain, Unionist, 590. (963, 62, 1104, 79)
news-paragraph: A new knitting machine is for sale at the knitting depot, Queen street. (10, 1146, 138, 1162)
whooping-ad: There is perhaps no other complaint so common and yet so distressing among children than "Whooping Cough." The racking cough accompanied as it is by attacks of vomiting and struggling for breath, is a terrible sight, and can be dangerous. It is always wise to prevent the disease if possible by keeping the child's bedroom well disinfected with some good disinfectant and also keep a bottle of GORDON'S PECTORAL COUGH CURE ready on hand to give your child a dose immediately there is any sign of a cough. J. V. GORDON, Chemist Masterton. (146, 1376, 274, 1495)
election-result: Camborne.—Mr A. E. Dunn, Liberal, 5,027; Mr Freeman Chamberlain, Unionist, 2,587. (827, 490, 955, 514)
strike-heading: STRIKE LEADERS. (704, 38, 806, 76)
stock-heading: STOCK MARKET. (574, 700, 663, 712)
divider (691, 707, 818, 708)
college-subheading: WELLINGTON GIRLS' COLLEGE. (167, 562, 253, 580)
louise-received: Received January 28, 8.20 a.m. (705, 524, 805, 532)
personal-paragraph: Miss McLeod, now at Reefton, has been appointed assistant mistress at the Dannevirke High School out of twenty applicants. (827, 1032, 955, 1065)
laurier-dateline: OTTAWA, January 27. (311, 461, 381, 469)
meteor-credit: By Telegraph—Press Association. (565, 544, 672, 552)
party-name: Liberals (836, 135, 868, 145)
column-4 (415, 38, 551, 1538)
majority-received: Received January 28, 8.5 a.m. (986, 305, 1082, 313)
divider (691, 486, 818, 487)
elections-sub2: LIBERALS GAINING GROUND (843, 93, 939, 113)
news-paragraph: It is reported that Mrs Johnston, wife of the late Hon. W. Johnston, "Highden," intends cutting up her Kopuni estate near Awahuri into small farms. This should be good news for the district, as the land is admirably suited for dairying and should be the means of bringing a number of new settlers into the district. (10, 250, 138, 330)
college-subheading-2: FIRST TERM. (183, 582, 237, 592)
paris-credit: United Press Association—By Electric Telegraph Copyright. (421, 143, 543, 158)
news-paragraph: Mr J. Carpenter has a fine display of seasonable footwear, every class being catered for. At the present time the summer boot in most favour is glace tan, and these Mr Carpenter is offering at bedrock prices. A visit to the Central Boot Warehouse would be much appreciated. (146, 159, 274, 223)
separator (866, 1069, 917, 1070)
navy-paragraph: The China squadron was first in the trials, scoring 68 points; the third division of the Home fleet second, with 49, and the Australian sixth, with 40 points. (555, 205, 683, 245)
woodville-text: Nominations for all events to be run at the Woodville District Jockey Club's Autumn Meeting on February 23rd and 24th, close with the secretary, Mr E. J. Gothard, Woodville, at 8 p.m. on Monday next. The Woodville telegraph office is closed at 8 o'clock. (418, 808, 546, 873)
championship-sub: ALLOTTED TO WAIRARAPA P. AND A. SOCIETY. (966, 1034, 1102, 1052)
news-paragraph: Miss Elsie Richards, certificated pianist of Trinity College, London, will resume teaching at her residence, Cole street, on February 1st. (10, 1266, 138, 1307)
kitchener-credit: By Telegraph—Press Association. (701, 746, 809, 754)
paris-sub2: SERIOUS INJURY TO RAILWAYS. (441, 91, 524, 109)
krupp-dateline: BERLIN, January 27. (312, 160, 380, 168)
strike-received: Received January 28, 11.5 a.m. (705, 139, 805, 147)
hawkes-paragraph: The best aggregates were Sergeant James, Napier, 295; Sergeant Humphries, Hastings, 294. (418, 653, 546, 678)
